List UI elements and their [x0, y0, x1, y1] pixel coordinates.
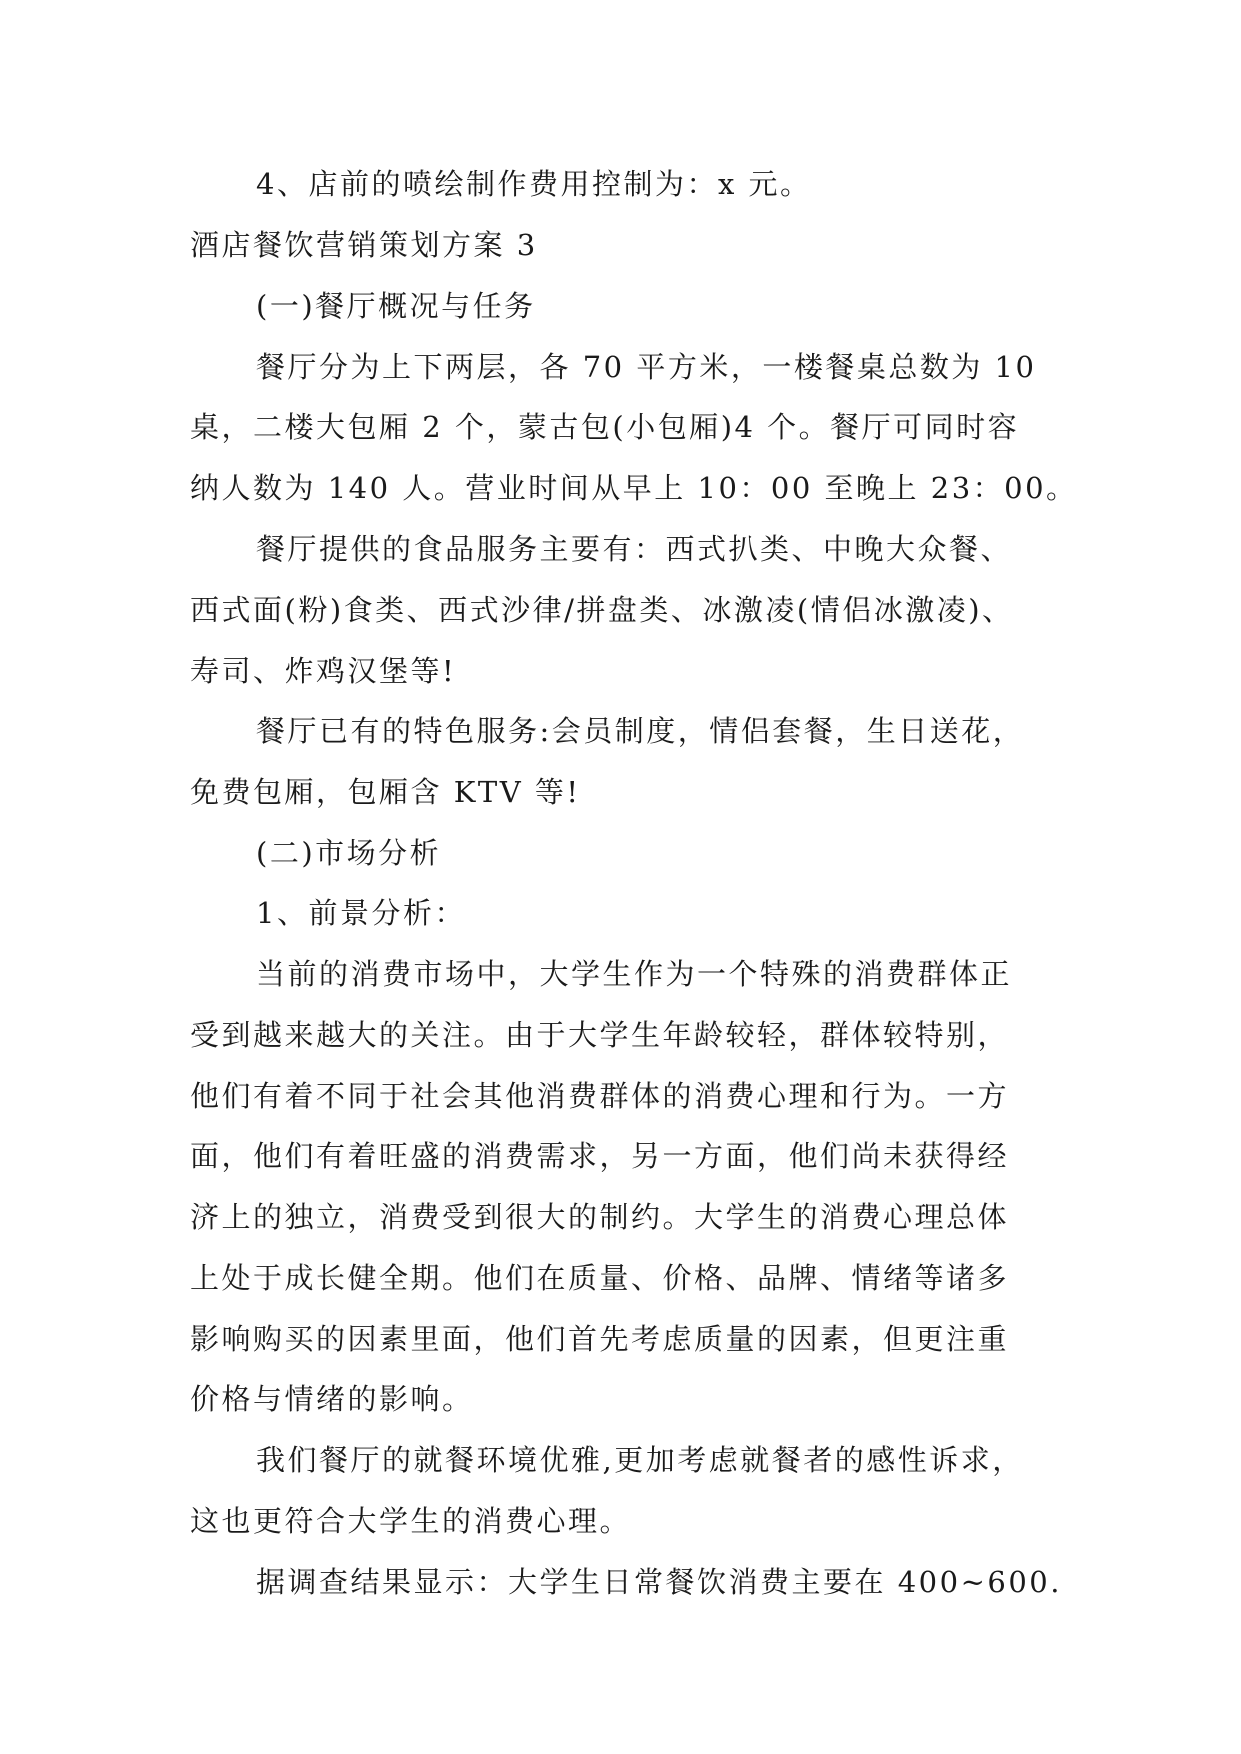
- paragraph-line: 纳人数为 140 人。营业时间从早上 10：00 至晚上 23：00。: [190, 471, 1078, 505]
- heading-overview-and-tasks: (一)餐厅概况与任务: [256, 289, 536, 323]
- subheading-prospect-analysis: 1、前景分析：: [256, 896, 466, 930]
- paragraph-line: 桌，二楼大包厢 2 个，蒙古包(小包厢)4 个。餐厅可同时容: [190, 410, 1020, 444]
- paragraph-line: 他们有着不同于社会其他消费群体的消费心理和行为。一方: [190, 1079, 1010, 1113]
- paragraph-line: 寿司、炸鸡汉堡等!: [190, 654, 457, 688]
- paragraph-line: 面，他们有着旺盛的消费需求，另一方面，他们尚未获得经: [190, 1139, 1010, 1173]
- paragraph-line: 上处于成长健全期。他们在质量、价格、品牌、情绪等诸多: [190, 1261, 1010, 1295]
- paragraph-line: 餐厅提供的食品服务主要有：西式扒类、中晚大众餐、: [256, 532, 1013, 566]
- list-item-shop-front-cost: 4、店前的喷绘制作费用控制为：x 元。: [256, 167, 812, 201]
- paragraph-line: 影响购买的因素里面，他们首先考虑质量的因素，但更注重: [190, 1322, 1010, 1356]
- paragraph-line: 西式面(粉)食类、西式沙律/拼盘类、冰激凌(情侣冰激凌)、: [190, 593, 1014, 627]
- paragraph-line: 免费包厢，包厢含 KTV 等!: [190, 775, 581, 809]
- paragraph-line: 价格与情绪的影响。: [190, 1382, 474, 1416]
- heading-market-analysis: (二)市场分析: [256, 836, 442, 870]
- paragraph-line: 餐厅已有的特色服务:会员制度，情侣套餐，生日送花，: [256, 714, 1025, 748]
- paragraph-line: 我们餐厅的就餐环境优雅,更加考虑就餐者的感性诉求，: [256, 1443, 1024, 1477]
- paragraph-line: 济上的独立，消费受到很大的制约。大学生的消费心理总体: [190, 1200, 1010, 1234]
- paragraph-line: 当前的消费市场中，大学生作为一个特殊的消费群体正: [256, 957, 1013, 991]
- paragraph-line: 餐厅分为上下两层，各 70 平方米，一楼餐桌总数为 10: [256, 350, 1037, 384]
- paragraph-line: 据调查结果显示：大学生日常餐饮消费主要在 400~600.: [256, 1565, 1062, 1599]
- section-title-plan-3: 酒店餐饮营销策划方案 3: [190, 228, 538, 262]
- paragraph-line: 受到越来越大的关注。由于大学生年龄较轻，群体较特别，: [190, 1018, 1010, 1052]
- paragraph-line: 这也更符合大学生的消费心理。: [190, 1504, 632, 1538]
